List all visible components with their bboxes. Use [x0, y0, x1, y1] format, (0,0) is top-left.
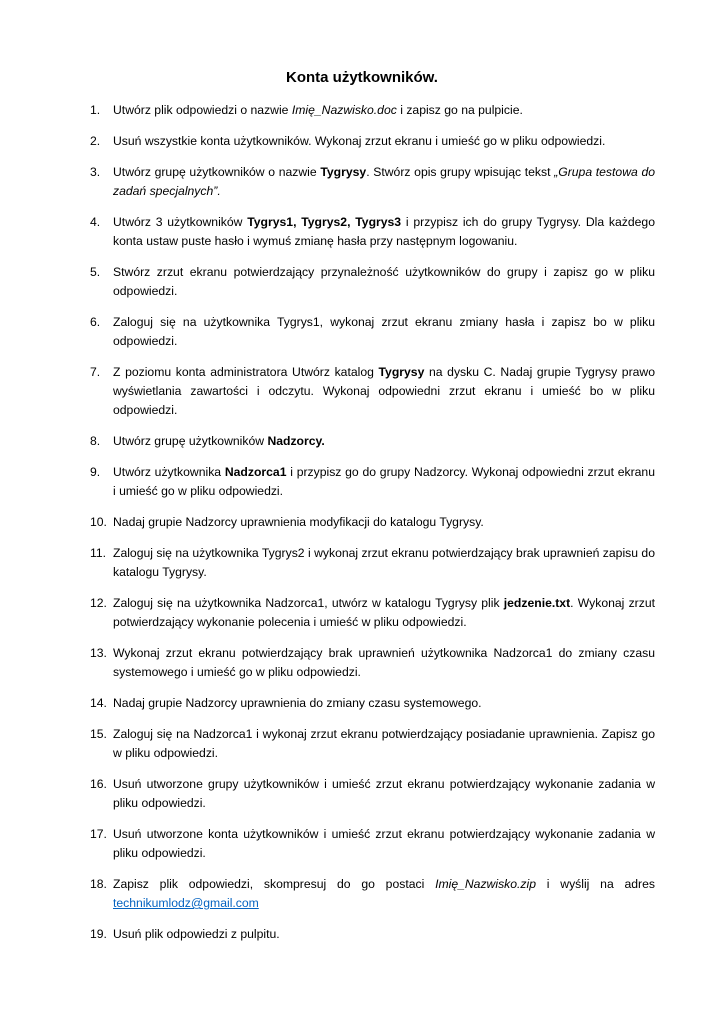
- task-item: [90, 163, 655, 201]
- task-text-segment: Wykonaj zrzut ekranu potwierdzający brak uprawnień użytkownika Nadzorca1 do zmiany czasu systemowego i umieść go w pliku odpowiedzi.: [113, 646, 655, 679]
- task-item: [90, 363, 655, 420]
- italic-text: „Grupa testowa do zadań specjalnych”.: [113, 165, 656, 198]
- task-item: [90, 775, 655, 813]
- email-link[interactable]: technikumlodz@gmail.com: [113, 896, 259, 910]
- task-item: [90, 213, 655, 251]
- task-text: [113, 646, 655, 679]
- task-item: [90, 432, 655, 451]
- bold-text: jedzenie.txt: [503, 596, 571, 610]
- task-number: 4.: [90, 215, 101, 229]
- task-text-segment: na dysku C. Nadaj grupie Tygrysy prawo wyświetlania zawartości i odczytu. Wykonaj odpowiedni zrzut ekranu i umieść bo w pliku odpowiedzi.: [113, 365, 655, 417]
- task-item: [90, 694, 655, 713]
- task-number: 19.: [90, 927, 107, 941]
- task-item: [90, 463, 655, 501]
- task-text: [113, 434, 325, 448]
- italic-text: Imię_Nazwisko.doc: [291, 103, 397, 117]
- task-text-segment: . Wykonaj zrzut potwierdzający wykonanie polecenia i umieść w pliku odpowiedzi.: [113, 596, 655, 629]
- task-item: [90, 132, 655, 151]
- task-text-segment: Usuń plik odpowiedzi z pulpitu.: [113, 927, 280, 941]
- task-text-segment: Utwórz grupę użytkowników: [113, 434, 268, 448]
- task-text-segment: Z poziomu konta administratora Utwórz katalog: [113, 365, 379, 379]
- task-text: [113, 315, 655, 348]
- task-number: 10.: [90, 515, 107, 529]
- bold-text: Tygrysy: [378, 365, 425, 379]
- task-text: [113, 777, 655, 810]
- bold-text: Tygrysy: [320, 165, 367, 179]
- task-text: [113, 365, 655, 417]
- task-list: [90, 101, 655, 956]
- task-text-segment: Utwórz użytkownika: [113, 465, 225, 479]
- task-text: [113, 265, 655, 298]
- task-item: [90, 544, 655, 582]
- task-text: [113, 134, 605, 148]
- task-text: [113, 727, 655, 760]
- task-text: [113, 215, 655, 248]
- task-text: [113, 515, 484, 529]
- task-number: 9.: [90, 465, 101, 479]
- task-item: [90, 875, 655, 913]
- bold-text: Nadzorcy.: [267, 434, 325, 448]
- task-text-segment: Zaloguj się na użytkownika Tygrys1, wykonaj zrzut ekranu zmiany hasła i zapisz bo w pliku odpowiedzi.: [113, 315, 655, 348]
- task-item: [90, 925, 655, 944]
- task-text-segment: i wyślij na adres: [536, 877, 655, 891]
- task-text-segment: Zaloguj się na użytkownika Tygrys2 i wykonaj zrzut ekranu potwierdzający brak uprawnień zapisu do katalogu Tygrysy.: [113, 546, 655, 579]
- task-text-segment: Utwórz 3 użytkowników: [113, 215, 248, 229]
- task-item: [90, 825, 655, 863]
- bold-text: Tygrys1, Tygrys2, Tygrys3: [247, 215, 402, 229]
- document-title: Konta użytkowników.: [286, 69, 438, 86]
- task-item: [90, 101, 655, 120]
- bold-text: Nadzorca1: [224, 465, 287, 479]
- task-text-segment: . Stwórz opis grupy wpisując tekst: [366, 165, 555, 179]
- task-text-segment: Zapisz plik odpowiedzi, skompresuj do go postaci: [113, 877, 436, 891]
- task-number: 12.: [90, 596, 107, 610]
- task-text-segment: Usuń utworzone konta użytkowników i umieść zrzut ekranu potwierdzający wykonanie zadania w pliku odpowiedzi.: [113, 827, 655, 860]
- task-text-segment: Nadaj grupie Nadzorcy uprawnienia modyfikacji do katalogu Tygrysy.: [113, 515, 484, 529]
- task-text: [113, 877, 655, 910]
- task-number: 6.: [90, 315, 101, 329]
- task-text: [113, 927, 280, 941]
- task-number: 13.: [90, 646, 107, 660]
- task-number: 3.: [90, 165, 101, 179]
- task-item: [90, 263, 655, 301]
- task-text: [113, 546, 655, 579]
- task-text: [113, 103, 523, 117]
- task-text-segment: Usuń utworzone grupy użytkowników i umieść zrzut ekranu potwierdzający wykonanie zadania w pliku odpowiedzi.: [113, 777, 655, 810]
- task-text-segment: Nadaj grupie Nadzorcy uprawnienia do zmiany czasu systemowego.: [113, 696, 482, 710]
- task-text-segment: Zaloguj się na użytkownika Nadzorca1, utwórz w katalogu Tygrysy plik: [113, 596, 504, 610]
- task-item: [90, 313, 655, 351]
- task-text-segment: Usuń wszystkie konta użytkowników. Wykonaj zrzut ekranu i umieść go w pliku odpowiedzi.: [113, 134, 606, 148]
- task-text-segment: Utwórz grupę użytkowników o nazwie: [113, 165, 321, 179]
- task-item: [90, 725, 655, 763]
- task-number: 11.: [90, 546, 107, 560]
- task-text: [113, 696, 482, 710]
- task-text-segment: Utwórz plik odpowiedzi o nazwie: [113, 103, 292, 117]
- task-text-segment: i zapisz go na pulpicie.: [396, 103, 523, 117]
- task-text: [113, 465, 655, 498]
- task-item: [90, 644, 655, 682]
- italic-text: Imię_Nazwisko.zip: [435, 877, 536, 891]
- task-number: 2.: [90, 134, 101, 148]
- task-number: 17.: [90, 827, 107, 841]
- task-number: 15.: [90, 727, 107, 741]
- task-number: 18.: [90, 877, 107, 891]
- task-text: [113, 165, 655, 198]
- task-number: 5.: [90, 265, 101, 279]
- task-number: 1.: [90, 103, 101, 117]
- task-text: [113, 596, 655, 629]
- task-text-segment: i przypisz ich do grupy Tygrysy. Dla każdego konta ustaw puste hasło i wymuś zmianę hasła przy następnym logowaniu.: [113, 215, 655, 248]
- task-number: 7.: [90, 365, 101, 379]
- task-item: [90, 513, 655, 532]
- task-text: [113, 827, 655, 860]
- task-text-segment: i przypisz go do grupy Nadzorcy. Wykonaj odpowiedni zrzut ekranu i umieść go w pliku odpowiedzi.: [113, 465, 655, 498]
- task-number: 14.: [90, 696, 107, 710]
- task-text-segment: Stwórz zrzut ekranu potwierdzający przynależność użytkowników do grupy i zapisz go w pliku odpowiedzi.: [113, 265, 655, 298]
- task-item: [90, 594, 655, 632]
- task-text-segment: Zaloguj się na Nadzorca1 i wykonaj zrzut ekranu potwierdzający posiadanie uprawnienia. Zapisz go w pliku odpowiedzi.: [113, 727, 655, 760]
- task-number: 16.: [90, 777, 107, 791]
- task-number: 8.: [90, 434, 101, 448]
